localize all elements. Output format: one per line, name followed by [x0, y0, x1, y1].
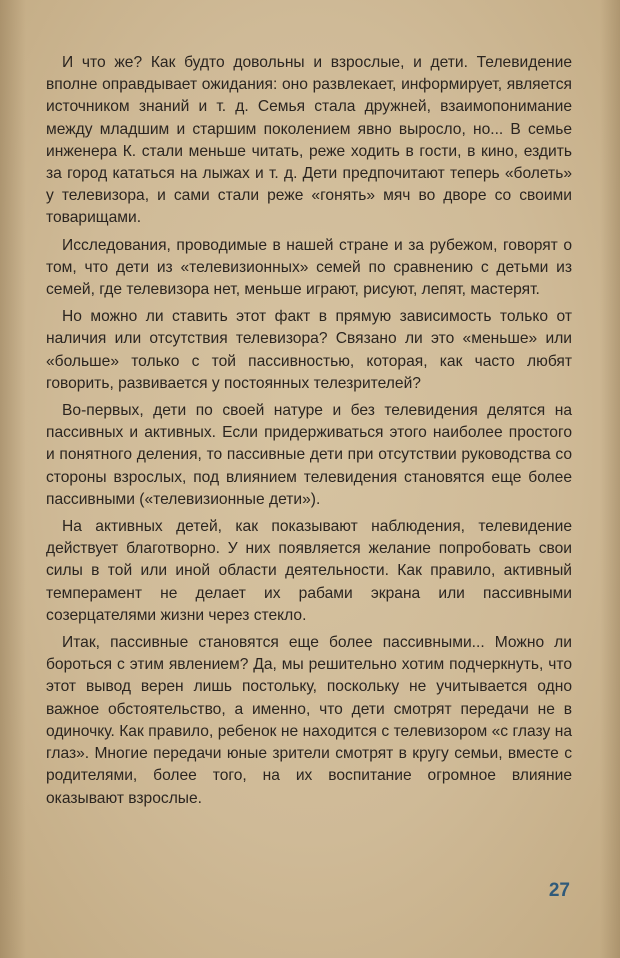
page-number: 27: [548, 880, 570, 901]
paragraph-1: И что же? Как будто довольны и взрослые, и дети. Телевидение вполне оправдывает ожидания: оно развлекает, информирует, является источником знаний и т. д. Семья стала дружней, взаимопонимание между младшим и старшим поколением явно выросло, но... В семье инженера К. стали меньше читать, реже ходить в гости, в кино, ездить за город кататься на лыжах и т. д. Дети предпочитают теперь «болеть» у телевизора, и сами стали реже «гонять» мяч во дворе со своими товарищами.: [46, 54, 572, 227]
paragraph-2: Исследования, проводимые в нашей стране и за рубежом, говорят о том, что дети из «телевизионных» семей по сравнению с детьми из семей, где телевизора нет, меньше играют, рисуют, лепят, мастерят.: [46, 236, 572, 299]
paragraph-4: Во-первых, дети по своей натуре и без телевидения делятся на пассивных и активных. Если придерживаться этого наиболее простого и понятного деления, то пассивные дети при отсутствии руководства со стороны взрослых, под влиянием телевидения становятся еще более пассивными («телевизионные дети»).: [46, 402, 572, 508]
paragraph-5: На активных детей, как показывают наблюдения, телевидение действует благотворно. У них появляется желание попробовать свои силы в той или иной области деятельности. Как правило, активный темперамент не делает их рабами экрана или пассивными созерцателями жизни через стекло.: [46, 518, 572, 624]
body-text: [46, 52, 572, 815]
paragraph-6: Итак, пассивные становятся еще более пассивными... Можно ли бороться с этим явлением? Да, мы решительно хотим подчеркнуть, что этот вывод верен лишь постольку, поскольку не учитывается одно важное обстоятельство, а именно, что дети смотрят передачи не в одиночку. Как правило, ребенок не находится с телевизором «с глазу на глаз». Многие передачи юные зрители смотрят в кругу семьи, вместе с родителями, более того, на их воспитание огромное влияние оказывают взрослые.: [46, 634, 572, 807]
paragraph-3: Но можно ли ставить этот факт в прямую зависимость только от наличия или отсутствия телевизора? Связано ли это «меньше» или «больше» только с той пассивностью, которая, как часто любят говорить, развивается у постоянных телезрителей?: [46, 308, 572, 392]
